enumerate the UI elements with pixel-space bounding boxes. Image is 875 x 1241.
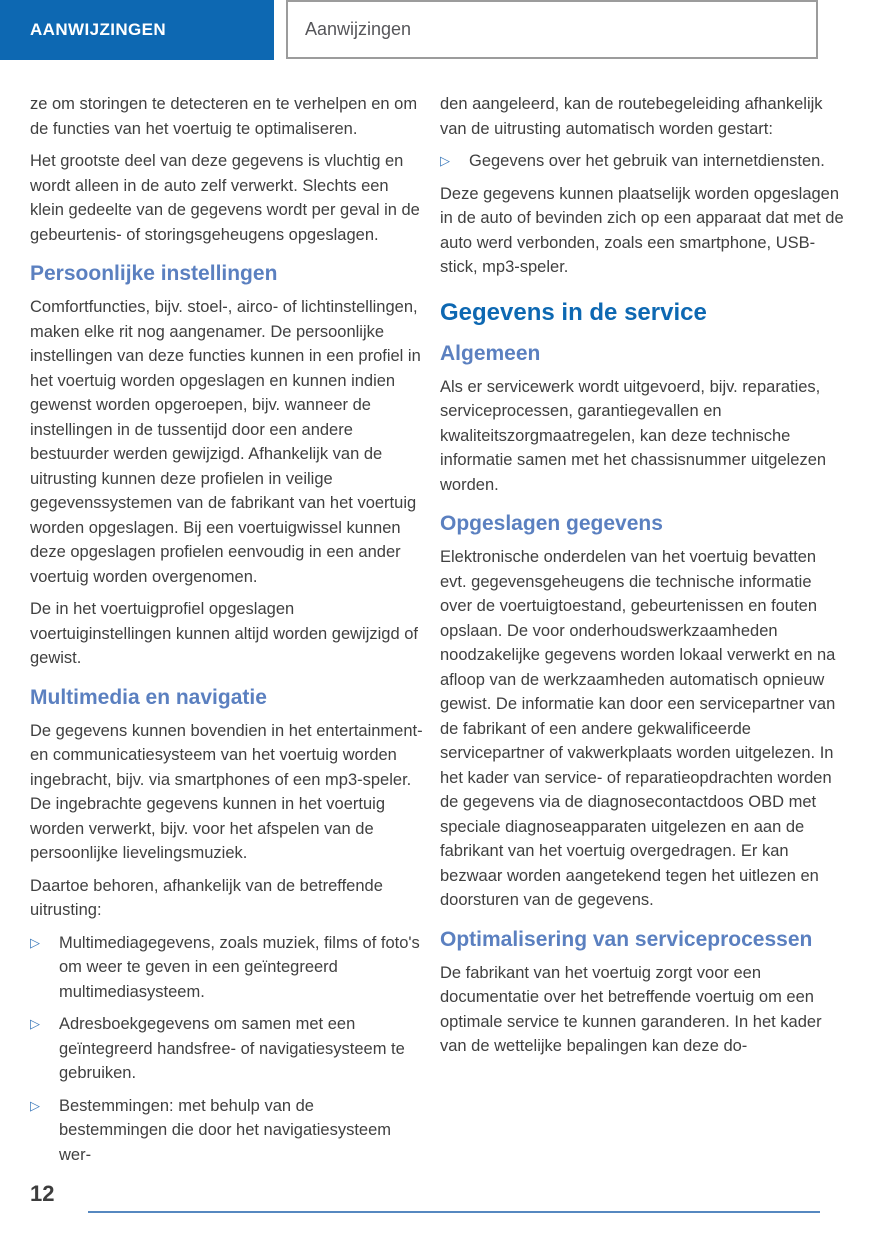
chapter-heading-gegevens-in-de-service: Gegevens in de service [440,298,707,326]
section-heading-algemeen: Algemeen [440,341,541,365]
section-heading-persoonlijke-instellingen: Persoonlijke instellingen [30,262,278,285]
triangle-bullet-icon: ▷ [30,1097,40,1113]
paragraph: De fabrikant van het voertuig zorgt voor een documentatie over het betreffende voertuig om een optimale service te kunnen garanderen. In het kader van de wettelijke bepalingen kan deze do- [440,963,822,1055]
triangle-bullet-icon: ▷ [30,934,40,950]
paragraph: Comfortfuncties, bijv. stoel-, airco- of lichtinstellingen, maken elke rit nog aangenamer. De persoonlijke instellingen van deze functies kunnen in een profiel in het voertuig worden opgeslagen en kunnen indien gewenst worden opgeroepen, bijv. wanneer de instellingen in de tussentijd door een andere bestuurder werden gewijzigd. Afhankelijk van de uitrusting kunnen deze profielen in veilige gegevenssystemen van de fabrikant van het voertuig worden opgeslagen. Bij een voertuigwissel kunnen deze opgeslagen profielen eenvoudig in een ander voertuig worden overgenomen. [30,298,421,586]
running-title-label: Aanwijzingen [305,19,412,39]
list-item-text: Adresboekgegevens om samen met een geïntegreerd handsfree- of navigatiesysteem te gebruiken. [59,1015,405,1082]
chapter-tab-label: AANWIJZINGEN [30,20,167,39]
paragraph: Daartoe behoren, afhankelijk van de betreffende uitrusting: [30,876,383,919]
page-number: 12 [30,1181,55,1206]
list-item-text: Bestemmingen: met behulp van de bestemmingen die door het navigatiesysteem wer- [59,1096,392,1164]
list-item [30,931,426,1005]
paragraph: Als er servicewerk wordt uitgevoerd, bijv. reparaties, serviceprocessen, garantiegevallen en kwaliteitszorgmaatregelen, kan deze technische informatie samen met het chassisnummer uitgelezen worden. [440,377,827,494]
paragraph: De gegevens kunnen bovendien in het entertainment- en communicatiesysteem van het voertuig worden ingebracht, bijv. via smartphones of een mp3-speler. De ingebrachte gegevens kunnen in het voertuig worden verwerkt, bijv. voor het afspelen van de persoonlijke lievelingsmuziek. [30,721,423,862]
paragraph: Het grootste deel van deze gegevens is vluchtig en wordt alleen in de auto zelf verwerkt. Slechts een klein gedeelte van de gegevens wordt per geval in de gebeurtenis- of storingsgeheugens opgeslagen. [30,152,420,244]
chapter-tab [0,0,274,60]
paragraph: ze om storingen te detecteren en te verhelpen en om de functies van het voertuig te optimaliseren. [30,95,418,138]
triangle-bullet-icon: ▷ [440,153,450,168]
list-item-text: Gegevens over het gebruik van internetdiensten. [469,152,825,170]
list-item [30,1094,426,1168]
list-item-continuation: den aangeleerd, kan de routebegeleiding afhankelijk van de uitrusting automatisch worden gestart: [440,95,823,138]
section-heading-opgeslagen-gegevens: Opgeslagen gegevens [440,512,663,535]
left-column [30,92,426,1175]
section-heading-optimalisering-van-serviceprocessen: Optimalisering van serviceprocessen [440,927,813,951]
list-item-text: Multimediagegevens, zoals muziek, films of foto's om weer te geven in een geïntegreerd multimediasysteem. [59,933,420,1001]
paragraph: De in het voertuigprofiel opgeslagen voertuiginstellingen kunnen altijd worden gewijzigd of gewist. [30,600,418,667]
running-title-box [286,0,818,59]
paragraph: Deze gegevens kunnen plaatselijk worden opgeslagen in de auto of bevinden zich op een apparaat dat met de auto werd verbonden, zoals een smartphone, USB-stick, mp3-speler. [440,184,844,276]
list-item [30,1012,426,1086]
list-item [440,149,846,174]
right-column [440,92,846,1067]
paragraph: Elektronische onderdelen van het voertuig bevatten evt. gegevensgeheugens die technische informatie over de voertuigtoestand, gebeurtenissen en fouten opslaan. De voor onderhoudswerkzaamheden noodzakelijke gegevens worden lokaal verwerkt en na afloop van de werkzaamheden automatisch opnieuw gewist. De informatie kan door een servicepartner van de fabrikant of een andere gekwalificeerde servicepartner of vakwerkplaats worden uitgelezen. In het kader van service- of reparatieopdrachten worden de gegevens via de diagnosecontactdoos OBD met speciale diagnoseapparaten uitgelezen en aan de fabrikant van het voertuig overgedragen. Er kan bezwaar worden aangetekend tegen het uitlezen en doorsturen van de gegevens. [440,548,836,909]
triangle-bullet-icon: ▷ [30,1016,40,1031]
footer-rule [88,1211,820,1213]
section-heading-multimedia-en-navigatie: Multimedia en navigatie [30,685,267,709]
